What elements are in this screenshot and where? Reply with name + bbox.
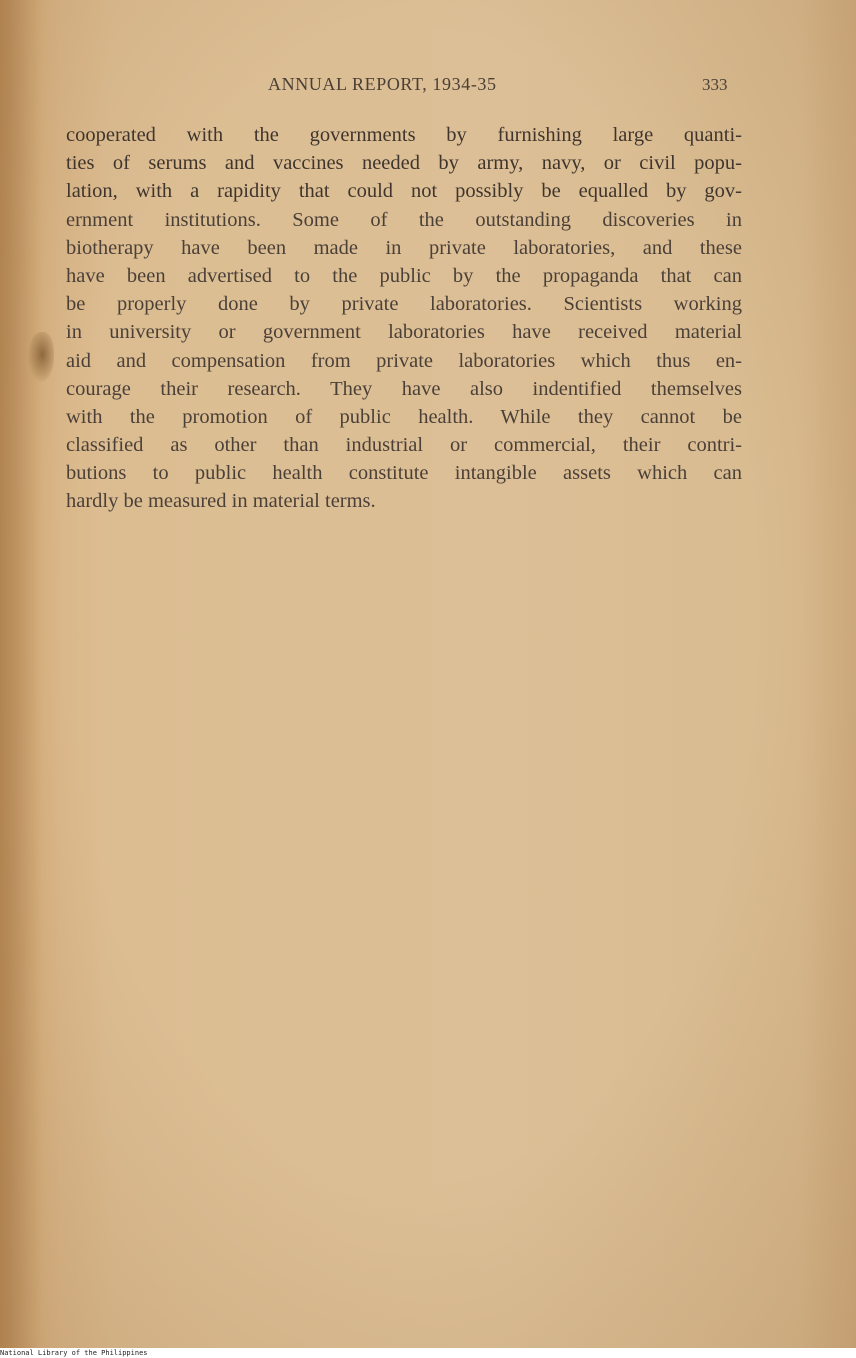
text-line: courage their research. They have also indentified themselves [66,377,742,400]
library-credit: National Library of the Philippines [0,1349,148,1357]
text-line: in university or government laboratories have received material [66,321,742,344]
text-line: ernment institutions. Some of the outstanding discoveries in [66,208,742,231]
text-line: biotherapy have been made in private laboratories, and these [66,236,742,259]
text-line: aid and compensation from private laboratories which thus en- [66,349,742,372]
page-number: 333 [702,75,728,94]
text-line: have been advertised to the public by the propaganda that can [66,264,742,287]
text-line: butions to public health constitute intangible assets which can [66,462,742,485]
binding-edge-shadow [0,0,60,1348]
text-line-last: hardly be measured in material terms. [66,490,376,513]
text-line: be properly done by private laboratories. Scientists working [66,293,742,316]
page-stain [28,332,54,382]
text-line: classified as other than industrial or commercial, their contri- [66,434,742,457]
running-title: ANNUAL REPORT, 1934-35 [268,74,497,94]
body-paragraph [66,121,742,516]
text-line: cooperated with the governments by furnishing large quanti- [66,124,742,146]
text-line: lation, with a rapidity that could not possibly be equalled by gov- [66,180,742,203]
running-header [0,74,856,98]
text-line: ties of serums and vaccines needed by army, navy, or civil popu- [66,152,742,175]
text-line: with the promotion of public health. While they cannot be [66,405,742,428]
